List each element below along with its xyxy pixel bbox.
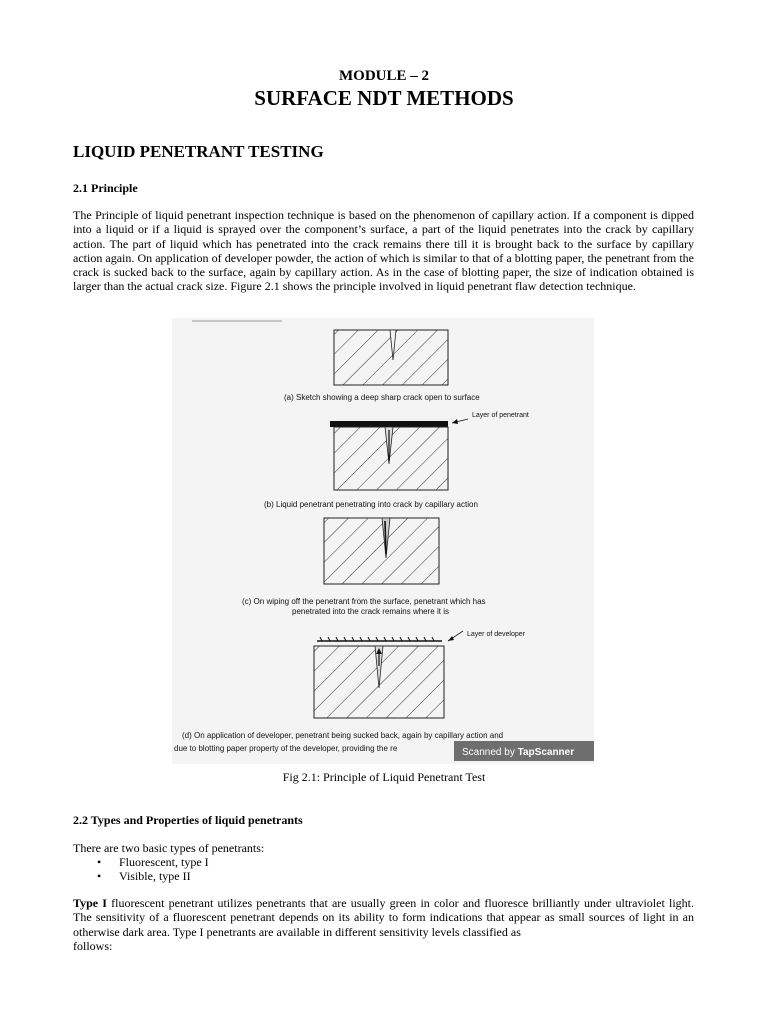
caption-a: (a) Sketch showing a deep sharp crack open to surface xyxy=(284,393,480,402)
type1-label: Type I xyxy=(73,896,107,910)
figure-2-1 xyxy=(172,318,594,764)
section-heading: LIQUID PENETRANT TESTING xyxy=(73,142,324,161)
caption-d-line2: due to blotting paper property of the developer, providing the re xyxy=(174,744,398,753)
types-heading: 2.2 Types and Properties of liquid penetrants xyxy=(73,813,303,827)
sketch-b xyxy=(330,419,468,490)
document-title: SURFACE NDT METHODS xyxy=(254,86,514,110)
list-item: • Fluorescent, type I xyxy=(97,855,209,869)
label-developer: Layer of developer xyxy=(467,631,525,638)
types-intro: There are two basic types of penetrants: xyxy=(73,841,265,855)
figure-illustration xyxy=(172,318,594,764)
principle-heading: 2.1 Principle xyxy=(73,181,138,195)
penetrant-type-list xyxy=(97,855,209,884)
module-label: MODULE – 2 xyxy=(339,68,429,84)
sketch-c xyxy=(324,518,439,584)
type1-paragraph xyxy=(73,896,694,953)
caption-c-line1: (c) On wiping off the penetrant from the surface, penetrant which has xyxy=(242,597,486,606)
figure-caption: Fig 2.1: Principle of Liquid Penetrant Test xyxy=(282,770,486,784)
scanner-watermark-text: Scanned by TapScanner xyxy=(462,747,575,758)
caption-d-line1: (d) On application of developer, penetrant being sucked back, again by capillary action and xyxy=(182,731,504,740)
sketch-a xyxy=(334,330,448,385)
caption-b: (b) Liquid penetrant penetrating into crack by capillary action xyxy=(264,500,478,509)
label-penetrant: Layer of penetrant xyxy=(472,412,529,419)
list-item: • Visible, type II xyxy=(97,869,209,883)
caption-c-line2: penetrated into the crack remains where it is xyxy=(292,607,449,616)
type1-text: fluorescent penetrant utilizes penetrants that are usually green in color and fluoresce brilliantly under ultraviolet light. The sensitivity of a fluorescent penetrant depends on its ability to form indications that appear as small sources of light in an otherwise dark area. Type I penetrants are available in different sensitivity levels classified as xyxy=(73,896,694,939)
principle-paragraph: The Principle of liquid penetrant inspection technique is based on the phenomenon of capillary action. If a component is dipped into a liquid or if a liquid is sprayed over the component’s surface, a part of the liquid penetrates into the crack by capillary action. The part of liquid which has penetrated into the crack remains there till it is brought back to the surface by capillary action again. On application of developer powder, the action of which is similar to that of a blotting paper, the penetrant from the crack is sucked back to the surface, again by capillary action. As in the case of blotting paper, the size of indication obtained is larger than the actual crack size. Figure 2.1 shows the principle involved in liquid penetrant flaw detection technique. xyxy=(73,208,694,294)
type1-tail: follows: xyxy=(73,938,113,953)
